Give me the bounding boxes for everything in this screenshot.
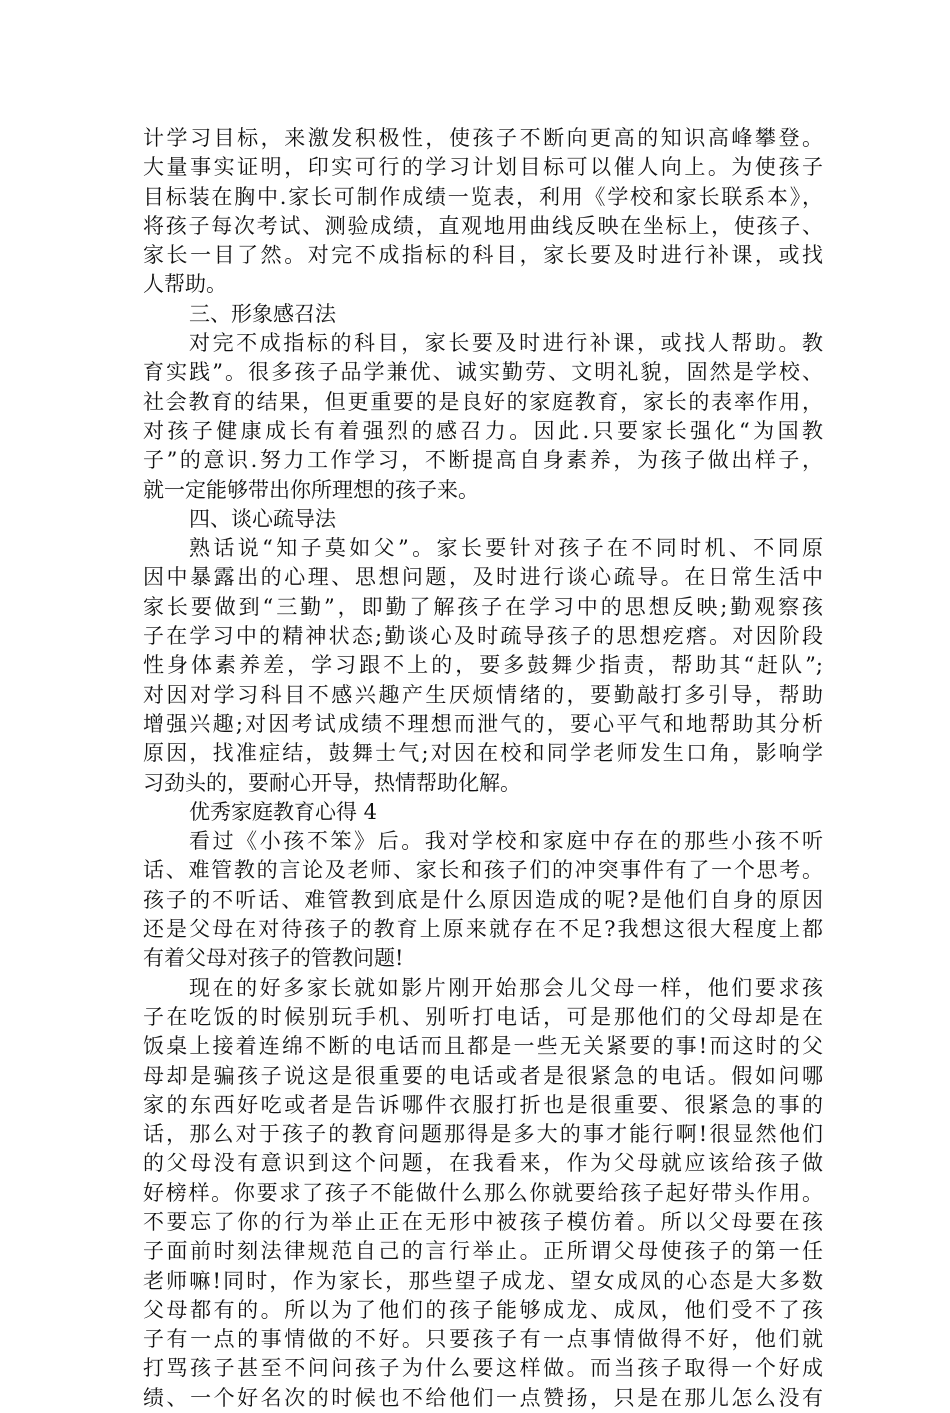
text-line: 话，那么对于孩子的教育问题那得是多大的事才能行啊!很显然他们 xyxy=(143,1122,823,1147)
text-line: 优秀家庭教育心得 4 xyxy=(189,799,378,824)
text-line: 绩、一个好名次的时候也不给他们一点赞扬，只是在那儿怎么没有 xyxy=(143,1385,823,1410)
text-line: 对孩子健康成长有着强烈的感召力。因此.只要家长强化“为国教 xyxy=(143,418,823,443)
text-line: 原因，找准症结，鼓舞士气;对因在校和同学老师发生口角，影响学 xyxy=(143,741,823,766)
text-line: 母却是骗孩子说这是很重要的电话或者是很紧急的电话。假如问哪 xyxy=(143,1063,823,1088)
text-line: 父母都有的。所以为了他们的孩子能够成龙、成凤，他们受不了孩 xyxy=(143,1297,823,1322)
text-line: 子有一点的事情做的不好。只要孩子有一点事情做得不好，他们就 xyxy=(143,1327,823,1352)
text-line: 子在学习中的精神状态;勤谈心及时疏导孩子的思想疙瘩。对因阶段 xyxy=(143,624,823,649)
text-line: 不要忘了你的行为举止正在无形中被孩子模仿着。所以父母要在孩 xyxy=(143,1209,823,1234)
text-line: 性身体素养差，学习跟不上的，要多鼓舞少指责，帮助其“赶队”; xyxy=(143,653,823,678)
document-body xyxy=(143,124,823,1413)
text-line: 习劲头的，要耐心开导，热情帮助化解。 xyxy=(143,770,521,795)
text-line: 目标装在胸中.家长可制作成绩一览表，利用《学校和家长联系本》， xyxy=(143,184,823,209)
text-line: 就一定能够带出你所理想的孩子来。 xyxy=(143,477,479,502)
text-line: 孩子的不听话、难管教到底是什么原因造成的呢?是他们自身的原因 xyxy=(143,887,823,912)
text-line: 子”的意识.努力工作学习，不断提高自身素养，为孩子做出样子， xyxy=(143,448,823,473)
text-line: 老师嘛!同时，作为家长，那些望子成龙、望女成凤的心态是大多数 xyxy=(143,1268,823,1293)
text-line: 将孩子每次考试、测验成绩，直观地用曲线反映在坐标上，使孩子、 xyxy=(143,213,823,238)
text-line: 打骂孩子甚至不问问孩子为什么要这样做。而当孩子取得一个好成 xyxy=(143,1356,823,1381)
text-line: 育实践”。很多孩子品学兼优、诚实勤劳、文明礼貌，固然是学校、 xyxy=(143,360,823,385)
text-line: 因中暴露出的心理、思想问题，及时进行谈心疏导。在日常生活中 xyxy=(143,565,823,590)
text-line: 好榜样。你要求了孩子不能做什么那么你就要给孩子起好带头作用。 xyxy=(143,1180,823,1205)
text-line: 饭桌上接着连绵不断的电话而且都是一些无关紧要的事!而这时的父 xyxy=(143,1034,823,1059)
text-line: 家长要做到“三勤”，即勤了解孩子在学习中的思想反映;勤观察孩 xyxy=(143,594,823,619)
text-line: 有着父母对孩子的管教问题! xyxy=(143,946,404,971)
text-line: 对因对学习科目不感兴趣产生厌烦情绪的，要勤敲打多引导，帮助 xyxy=(143,682,823,707)
text-line: 家长一目了然。对完不成指标的科目，家长要及时进行补课，或找 xyxy=(143,243,823,268)
text-line: 对完不成指标的科目，家长要及时进行补课，或找人帮助。教 xyxy=(189,331,823,356)
text-line: 人帮助。 xyxy=(143,272,227,297)
text-line: 计学习目标，来激发积极性，使孩子不断向更高的知识高峰攀登。 xyxy=(143,126,823,150)
text-line: 子在吃饭的时候别玩手机、别听打电话，可是那他们的父母却是在 xyxy=(143,1004,823,1029)
text-line: 子面前时刻法律规范自己的言行举止。正所谓父母使孩子的第一任 xyxy=(143,1239,823,1264)
text-line: 熟话说“知子莫如父”。家长要针对孩子在不同时机、不同原 xyxy=(189,536,823,561)
text-line: 家的东西好吃或者是告诉哪件衣服打折也是很重要、很紧急的事的 xyxy=(143,1092,823,1117)
text-line: 现在的好多家长就如影片刚开始那会儿父母一样，他们要求孩 xyxy=(189,975,823,1000)
text-line: 三、形象感召法 xyxy=(189,301,336,326)
text-line: 看过《小孩不笨》后。我对学校和家庭中存在的那些小孩不听 xyxy=(189,829,823,854)
text-line: 增强兴趣;对因考试成绩不理想而泄气的，要心平气和地帮助其分析 xyxy=(143,711,823,736)
text-line: 社会教育的结果，但更重要的是良好的家庭教育，家长的表率作用， xyxy=(143,389,823,414)
text-line: 大量事实证明，印实可行的学习计划目标可以催人向上。为使孩子 xyxy=(143,155,823,180)
text-line: 的父母没有意识到这个问题，在我看来，作为父母就应该给孩子做 xyxy=(143,1151,823,1176)
text-line: 话、难管教的言论及老师、家长和孩子们的冲突事件有了一个思考。 xyxy=(143,858,823,883)
text-line: 还是父母在对待孩子的教育上原来就存在不足?我想这很大程度上都 xyxy=(143,917,823,942)
text-line: 四、谈心疏导法 xyxy=(189,506,336,531)
